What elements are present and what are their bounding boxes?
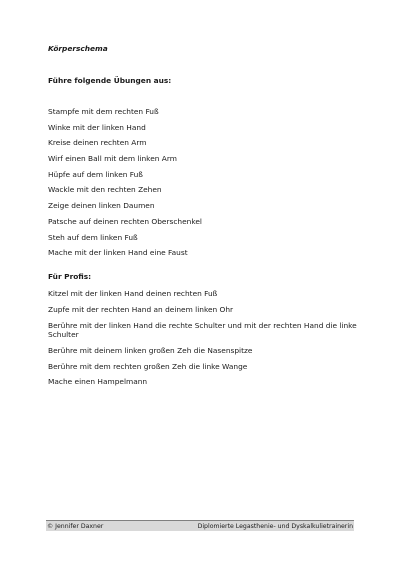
list-item: Zeige deinen linken Daumen (48, 201, 155, 211)
list-item: Patsche auf deinen rechten Oberschenkel (48, 216, 202, 226)
list-item: Berühre mit der linken Hand die rechte Schulter und mit der rechten Hand die linke Schulter (48, 320, 357, 340)
section-heading-profis: Für Profis: (48, 272, 92, 282)
list-item: Hüpfe auf dem linken Fuß (48, 169, 143, 179)
list-item: Winke mit der linken Hand (48, 122, 146, 132)
list-item: Stampfe mit dem rechten Fuß (48, 107, 159, 116)
footer-copyright: © Jennifer Daxner (47, 522, 104, 530)
list-item: Wackle mit den rechten Zehen (48, 185, 162, 195)
list-item: Mache einen Hampelmann (48, 377, 148, 387)
list-item: Berühre mit deinem linken großen Zeh die Nasenspitze (48, 345, 253, 355)
document-content (48, 44, 360, 393)
page-footer (46, 520, 354, 531)
profi-exercise-list (48, 289, 360, 386)
list-item: Berühre mit dem rechten großen Zeh die linke Wange (48, 361, 248, 371)
list-item: Zupfe mit der rechten Hand an deinem linken Ohr (48, 305, 234, 315)
exercise-list (48, 107, 360, 257)
document-title: Körperschema (48, 44, 108, 53)
footer-credential: Diplomierte Legasthenie- und Dyskalkulietrainerin (197, 522, 353, 530)
list-item: Kreise deinen rechten Arm (48, 138, 147, 148)
list-item: Steh auf dem linken Fuß (48, 232, 138, 242)
section-heading-exercises: Führe folgende Übungen aus: (48, 76, 172, 85)
list-item: Kitzel mit der linken Hand deinen rechten Fuß (48, 289, 218, 299)
list-item: Wirf einen Ball mit dem linken Arm (48, 154, 177, 164)
list-item: Mache mit der linken Hand eine Faust (48, 248, 188, 258)
